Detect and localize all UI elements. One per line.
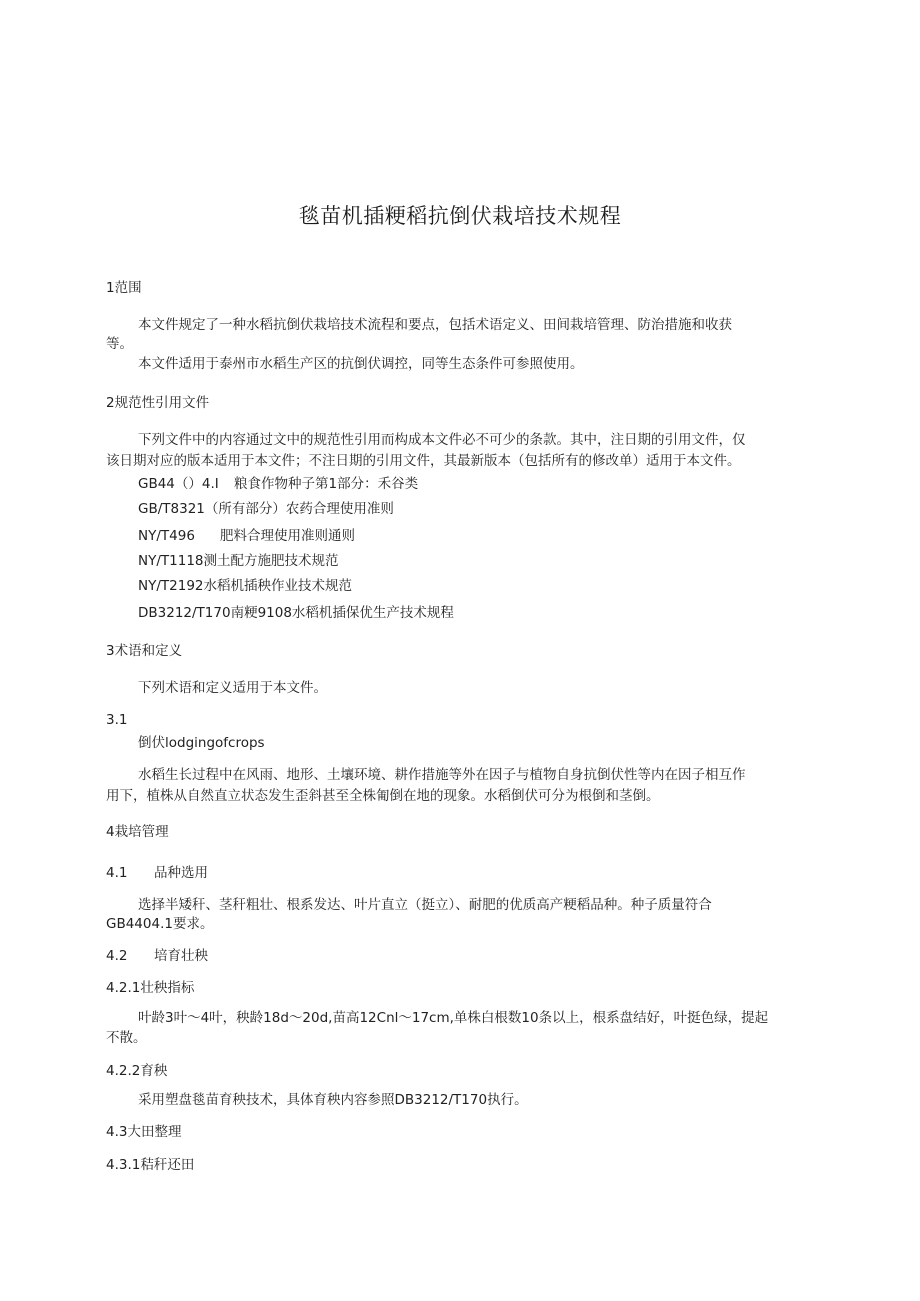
reference-item <box>138 499 394 520</box>
reference-title: 南粳9108水稻机插保优生产技术规程 <box>230 605 454 621</box>
subsection-4-1-title: 品种选用 <box>154 865 208 881</box>
reference-title: 粮食作物种子第1部分：禾谷类 <box>234 476 419 492</box>
subsection-4-3-1-heading: 4.3.1秸秆还田 <box>106 1157 195 1173</box>
section-1-paragraph-2: 本文件适用于泰州市水稻生产区的抗倒伏调控，同等生态条件可参照使用。 <box>138 356 584 372</box>
subsection-4-1-number: 4.1 <box>106 865 128 881</box>
subsection-4-1-paragraph-line-1: 选择半矮秆、茎秆粗壮、根系发达、叶片直立（挺立）、耐肥的优质高产粳稻品种。种子质量符合 <box>138 897 712 913</box>
reference-item <box>138 551 339 572</box>
reference-code: DB3212/T170 <box>138 605 231 621</box>
section-2-paragraph-line-1: 下列文件中的内容通过文中的规范性引用而构成本文件必不可少的条款。其中，注日期的引用文件，仅 <box>138 432 746 448</box>
reference-code: NY/T2192 <box>138 578 204 594</box>
reference-item <box>138 474 418 495</box>
reference-title: 测土配方施肥技术规范 <box>203 553 339 569</box>
term-3-1-definition-line-1: 水稻生长过程中在风雨、地形、土壤环境、耕作措施等外在因子与植物自身抗倒伏性等内在因子相互作 <box>138 767 746 783</box>
subsection-4-2-1-heading: 4.2.1壮秧指标 <box>106 980 195 996</box>
subsection-4-2-2-heading: 4.2.2育秧 <box>106 1063 168 1079</box>
section-1-paragraph-1-line-2: 等。 <box>106 336 133 352</box>
subsection-4-2-1-paragraph-line-1: 叶龄3叶～4叶，秧龄18d～20d,苗高12Cnl～17cm,单株白根数10条以上，根系盘结好，叶挺色绿，提起 <box>138 1010 769 1026</box>
reference-title: （所有部分）农药合理使用准则 <box>204 501 394 517</box>
term-3-1-definition-line-2: 用下，植株从自然直立状态发生歪斜甚至全株匍倒在地的现象。水稻倒伏可分为根倒和茎倒。 <box>106 788 660 804</box>
term-3-1-name: 倒伏lodgingofcrops <box>138 735 265 751</box>
section-2-heading: 2规范性引用文件 <box>106 395 210 411</box>
section-1-heading: 1范围 <box>106 280 142 296</box>
reference-code: NY/T1118 <box>138 553 204 569</box>
section-2-paragraph-line-2: 该日期对应的版本适用于本文件；不注日期的引用文件，其最新版本（包括所有的修改单）适用于本文件。 <box>106 453 741 469</box>
section-4-heading: 4栽培管理 <box>106 824 169 840</box>
reference-item <box>138 526 355 547</box>
subsection-4-2-1-paragraph-line-2: 不散。 <box>106 1030 147 1046</box>
term-3-1-number: 3.1 <box>106 712 128 728</box>
reference-item <box>138 603 454 624</box>
subsection-4-2-title: 培育壮秧 <box>154 948 208 964</box>
subsection-4-2-2-paragraph: 采用塑盘毯苗育秧技术，具体育秧内容参照DB3212/T170执行。 <box>138 1092 528 1108</box>
subsection-4-2-number: 4.2 <box>106 948 128 964</box>
section-3-heading: 3术语和定义 <box>106 643 183 659</box>
reference-code: NY/T496 <box>138 528 195 544</box>
reference-title: 肥料合理使用准则通则 <box>220 528 355 544</box>
section-3-paragraph: 下列术语和定义适用于本文件。 <box>138 680 327 696</box>
reference-code: GB/T8321 <box>138 501 205 517</box>
subsection-4-3-heading: 4.3大田整理 <box>106 1124 182 1140</box>
document-title: 毯苗机插粳稻抗倒伏栽培技术规程 <box>298 204 622 228</box>
reference-code: GB44（）4.I <box>138 476 219 492</box>
reference-title: 水稻机插秧作业技术规范 <box>203 578 352 594</box>
reference-item <box>138 576 352 597</box>
subsection-4-1-paragraph-line-2: GB4404.1要求。 <box>106 916 214 932</box>
section-1-paragraph-1-line-1: 本文件规定了一种水稻抗倒伏栽培技术流程和要点，包括术语定义、田间栽培管理、防治措施和收获 <box>138 317 732 333</box>
